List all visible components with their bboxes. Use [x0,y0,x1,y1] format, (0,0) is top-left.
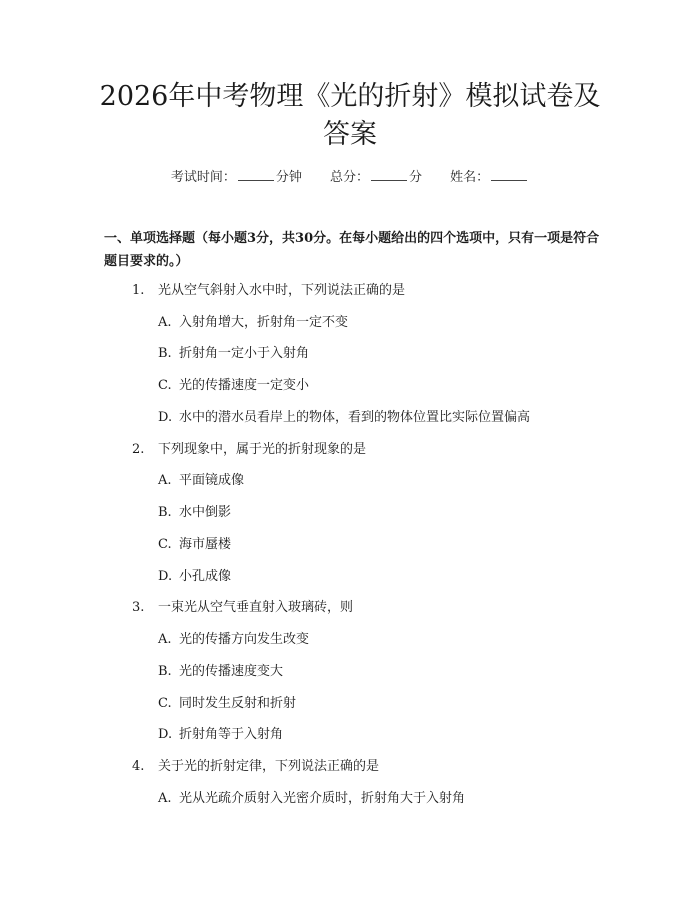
option-letter: D. [158,569,173,584]
option-text: 光的传播速度一定变小 [179,378,310,393]
question-2-option-c [158,535,231,555]
student-name-blank [491,168,527,181]
question-3-option-b [158,662,283,682]
option-text: 光的传播速度变大 [179,664,284,679]
option-letter: B. [158,505,172,520]
option-letter: A. [158,473,172,488]
exam-time-field [171,170,302,185]
option-text: 平面镜成像 [179,473,245,488]
option-text: 海市蜃楼 [179,537,232,552]
question-3-option-a [158,630,309,650]
option-letter: B. [158,346,172,361]
question-1 [132,281,405,301]
option-letter: A. [158,315,172,330]
question-text: 光从空气斜射入水中时，下列说法正确的是 [158,283,406,298]
question-4 [132,757,379,777]
question-number: 2. [132,442,145,457]
option-letter: C. [158,696,172,711]
question-3-option-c [158,694,296,714]
question-1-option-c [158,376,309,396]
option-letter: D. [158,410,173,425]
option-text: 光从光疏介质射入光密介质时，折射角大于入射角 [179,791,466,806]
question-3 [132,598,353,618]
student-name-label: 姓名： [450,170,490,185]
student-name-field [450,170,529,185]
question-text: 关于光的折射定律，下列说法正确的是 [158,759,380,774]
option-letter: A. [158,791,172,806]
question-2 [132,440,366,460]
question-number: 4. [132,759,145,774]
exam-time-blank [238,168,274,181]
question-2-option-d [158,567,231,587]
question-3-option-d [158,725,283,745]
option-letter: B. [158,664,172,679]
question-2-option-b [158,503,231,523]
exam-info-line [0,168,700,188]
option-text: 折射角一定小于入射角 [179,346,310,361]
question-1-option-a [158,313,348,333]
total-score-unit: 分 [409,170,423,185]
option-text: 折射角等于入射角 [179,727,284,742]
total-score-field [330,170,422,185]
option-text: 水中倒影 [179,505,232,520]
page-title: 2026年中考物理《光的折射》模拟试卷及答案 [99,81,601,150]
question-number: 3. [132,600,145,615]
exam-time-label: 考试时间： [170,170,236,185]
exam-time-unit: 分钟 [275,170,302,185]
option-text: 同时发生反射和折射 [179,696,297,711]
total-score-label: 总分： [329,170,369,185]
section-heading: 一、单项选择题（每小题3分，共30分。在每小题给出的四个选项中，只有一项是符合题目要求的。） [104,231,600,269]
option-text: 水中的潜水员看岸上的物体，看到的物体位置比实际位置偏高 [179,410,531,425]
option-letter: C. [158,537,172,552]
option-letter: C. [158,378,172,393]
option-letter: D. [158,727,173,742]
option-text: 小孔成像 [179,569,232,584]
question-text: 一束光从空气垂直射入玻璃砖，则 [158,600,354,615]
option-text: 入射角增大，折射角一定不变 [179,315,349,330]
question-2-option-a [158,471,244,491]
question-4-option-a [158,789,465,809]
question-number: 1. [132,283,145,298]
question-1-option-d [158,408,530,428]
option-letter: A. [158,632,172,647]
question-1-option-b [158,344,309,364]
question-text: 下列现象中，属于光的折射现象的是 [158,442,367,457]
option-text: 光的传播方向发生改变 [179,632,310,647]
total-score-blank [371,168,407,181]
